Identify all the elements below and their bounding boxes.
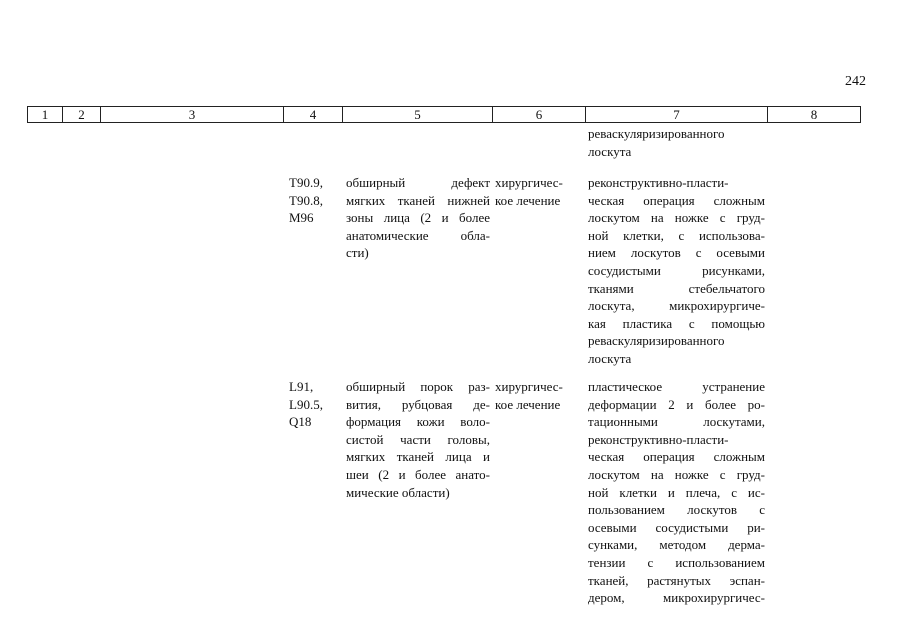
code: L91, — [289, 379, 314, 394]
text-line: реваскуляризированного — [588, 126, 725, 141]
text-line: ной клетки и плеча, с ис- — [588, 484, 765, 500]
header-col-2: 2 — [63, 107, 101, 122]
text-line: формация кожи воло- — [346, 414, 490, 430]
text-line: сунками, методом дерма- — [588, 537, 765, 553]
text-line: тканями стебельчатого — [588, 280, 765, 296]
header-col-7: 7 — [586, 107, 768, 122]
text-line: обширный порок раз- — [346, 379, 490, 394]
header-col-4: 4 — [284, 107, 343, 122]
text-line: лоскута, микрохирургиче- — [588, 298, 765, 314]
row2-treatment-type — [495, 378, 577, 413]
header-col-6: 6 — [493, 107, 586, 122]
text-line: мягких тканей нижней — [346, 192, 490, 208]
page-number: 242 — [845, 74, 866, 89]
code: L90.5, — [289, 396, 323, 412]
row1-treatment-type — [495, 174, 577, 209]
row1-codes — [289, 174, 339, 227]
text-line: вития, рубцовая де- — [346, 396, 490, 412]
text-line: нием лоскутов с осевыми — [588, 245, 765, 261]
text-line: сти) — [346, 245, 369, 261]
header-col-8: 8 — [810, 107, 818, 122]
text-line: ческая операция сложным — [588, 192, 765, 208]
text-line: шеи (2 и более анато- — [346, 466, 490, 482]
text-line: сосудистыми рисунками, — [588, 262, 765, 278]
text-line: дером, микрохирургичес- — [588, 590, 765, 606]
text-line: лоскута — [588, 350, 632, 366]
code: T90.9, — [289, 175, 323, 190]
text-line: деформации 2 и более ро- — [588, 396, 765, 412]
header-col-1: 1 — [28, 107, 63, 122]
text-line: кое лечение — [495, 192, 561, 208]
text-line: обширный дефект — [346, 175, 490, 190]
row2-method — [588, 378, 765, 607]
text-line: хирургичес- — [495, 175, 563, 190]
text-line: зоны лица (2 и более — [346, 210, 490, 226]
code: T90.8, — [289, 192, 323, 208]
header-col-3: 3 — [101, 107, 284, 122]
text-line: мягких тканей лица и — [346, 449, 490, 465]
header-col-5: 5 — [343, 107, 493, 122]
text-line: реконструктивно-пласти- — [588, 431, 729, 447]
text-line: реваскуляризированного — [588, 333, 725, 349]
text-line: систой части головы, — [346, 431, 490, 447]
text-line: ческая операция сложным — [588, 449, 765, 465]
text-line: пользованием лоскутов с — [588, 502, 765, 518]
text-line: лоскута — [588, 143, 632, 159]
text-line: ной клетки, с использова- — [588, 227, 765, 243]
text-line: тационными лоскутами, — [588, 414, 765, 430]
code: M96 — [289, 210, 314, 226]
row2-codes — [289, 378, 339, 431]
code: Q18 — [289, 414, 312, 430]
text-line: тканей, растянутых эспан- — [588, 572, 765, 588]
text-line: кое лечение — [495, 396, 561, 412]
text-line: реконструктивно-пласти- — [588, 175, 729, 190]
row1-diagnosis — [346, 174, 490, 262]
text-line: анатомические обла- — [346, 227, 490, 243]
text-line: пластическое устранение — [588, 379, 765, 394]
text-line: лоскутом на ножке с груд- — [588, 466, 765, 482]
text-line: мические области) — [346, 484, 450, 500]
text-line: кая пластика с помощью — [588, 315, 765, 331]
text-line: лоскутом на ножке с груд- — [588, 210, 765, 226]
row2-diagnosis — [346, 378, 490, 501]
row1-method — [588, 174, 765, 368]
continuation-col7 — [588, 125, 765, 160]
text-line: тензии с использованием — [588, 554, 765, 570]
text-line: осевыми сосудистыми ри- — [588, 519, 765, 535]
table-header-row — [27, 106, 861, 123]
text-line: хирургичес- — [495, 379, 563, 394]
